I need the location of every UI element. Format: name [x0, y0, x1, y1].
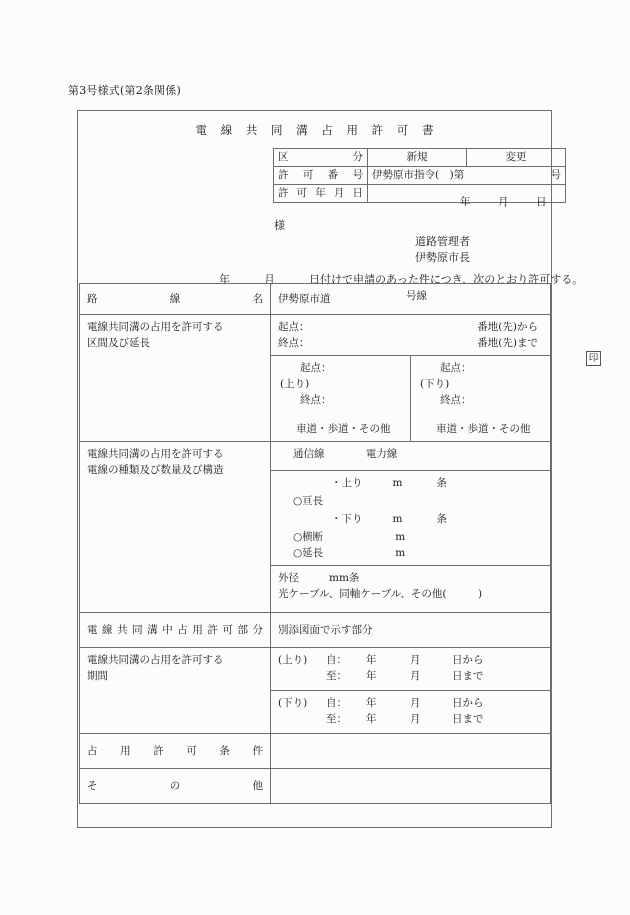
section-extent-label-line2: 区間及び延長 [87, 337, 150, 349]
period-down-cell[interactable] [271, 691, 551, 734]
cable-kind-label-line2: 電線の種類及び数量及び構造 [87, 464, 224, 476]
conditions-value[interactable] [271, 734, 551, 769]
form-outer-frame [77, 110, 599, 828]
route-name-suffix: 号線 [406, 290, 427, 302]
quantity-cross-unit: m [395, 531, 406, 543]
section-down-end: 終点： [440, 394, 472, 406]
permit-number-value: 伊勢原市指令( )第 [372, 169, 465, 181]
permit-header-table [273, 148, 566, 208]
classification-label: 区 分 [274, 149, 368, 167]
addressee-honorific: 様 [274, 219, 285, 232]
section-up-end: 終点： [300, 394, 332, 406]
section-up-direction: (上り) [280, 378, 310, 390]
cable-type-communication[interactable]: 通信線 [293, 448, 325, 460]
period-up-to-label: 至： [326, 670, 347, 682]
outer-diameter-count: 条 [348, 572, 360, 584]
cable-outer-cell[interactable] [271, 566, 551, 613]
period-label-line1: 電線共同溝の占用を許可する [87, 654, 224, 666]
period-down-from-month: 月 [410, 697, 421, 709]
quantity-length-label[interactable]: ○延長 [293, 547, 324, 559]
period-label-line2: 期間 [87, 670, 108, 682]
period-down-to-line [278, 711, 543, 727]
period-up-to-month: 月 [410, 670, 421, 682]
quantity-up-count: 条 [436, 477, 447, 489]
cable-quantity-cell[interactable] [271, 471, 551, 566]
permitted-part-label: 電線共同溝中占用許可部分 [80, 613, 271, 648]
issuer-block [415, 234, 470, 266]
period-up-from-month: 月 [410, 654, 421, 666]
period-up-from-line [278, 652, 543, 668]
section-extent-label-line1: 電線共同溝の占用を許可する [87, 321, 224, 333]
permit-number-label: 許 可 番 号 [274, 167, 368, 185]
section-end-line [278, 335, 543, 351]
quantity-length-unit: m [395, 547, 406, 559]
grant-year: 年 [219, 273, 230, 286]
section-down-cell[interactable] [411, 356, 551, 442]
period-label [80, 648, 271, 734]
section-up-road-types[interactable]: 車道・歩道・その他 [296, 423, 391, 435]
period-up-to-line [278, 668, 543, 684]
quantity-up-line [331, 475, 447, 491]
quantity-down-line [331, 511, 447, 527]
table-row-cable-types [80, 442, 551, 471]
period-up-cell[interactable] [271, 648, 551, 691]
permitted-part-value[interactable]: 別添図面で示す部分 [271, 613, 551, 648]
section-down-direction: (下り) [420, 378, 450, 390]
section-start-tail: 番地(先)から [477, 321, 538, 333]
outer-cable-kinds[interactable]: 光ケーブル、同軸ケーブル、その他( ) [278, 588, 483, 600]
permit-row-date [274, 185, 566, 203]
outer-diameter-label: 外径 [278, 572, 299, 584]
quantity-up-unit: m [392, 477, 403, 489]
quantity-span-label[interactable]: ○亘長 [293, 495, 324, 507]
period-down-to-month: 月 [410, 713, 421, 725]
period-up-to-year: 年 [366, 670, 377, 682]
period-down-from-tail: 日から [452, 697, 484, 709]
period-down-direction: (下り) [278, 697, 308, 709]
route-name-label: 路 線 名 [80, 284, 271, 315]
period-up-from-tail: 日から [452, 654, 484, 666]
permit-date-day: 日 [536, 195, 547, 208]
table-row-permitted-part [80, 613, 551, 648]
conditions-label: 占 用 許 可 条 件 [80, 734, 271, 769]
form-number: 第3号様式(第2条関係) [68, 84, 181, 97]
issuer-name: 伊勢原市長 [415, 251, 470, 264]
table-row-route [80, 284, 551, 315]
quantity-length-line [293, 545, 405, 561]
grant-text: 日付けで申請のあった件につき、次のとおり許可する。 [309, 273, 584, 286]
classification-change[interactable]: 変更 [467, 149, 566, 167]
section-end-label: 終点： [278, 337, 310, 349]
permit-date-label: 許 可 年 月 日 [274, 185, 368, 203]
quantity-cross-label[interactable]: ○横断 [293, 531, 324, 543]
period-up-to-tail: 日まで [452, 670, 484, 682]
period-down-to-year: 年 [366, 713, 377, 725]
cable-type-power[interactable]: 電力線 [365, 448, 398, 460]
quantity-down-count: 条 [436, 513, 447, 525]
route-name-value: 伊勢原市道 [278, 293, 331, 305]
cable-kind-label-line1: 電線共同溝の占用を許可する [87, 448, 224, 460]
table-row-other [80, 769, 551, 804]
period-down-to-tail: 日まで [452, 713, 484, 725]
grant-month: 月 [264, 273, 275, 286]
section-points-cell[interactable] [271, 315, 551, 356]
section-up-cell[interactable] [271, 356, 411, 442]
classification-new[interactable]: 新規 [368, 149, 467, 167]
section-end-tail: 番地(先)まで [477, 337, 538, 349]
cable-kind-label [80, 442, 271, 613]
section-extent-label [80, 315, 271, 442]
permit-number-unit: 号 [550, 169, 561, 181]
permit-row-number [274, 167, 566, 185]
permit-number-value-cell[interactable] [368, 167, 566, 185]
quantity-down-unit: m [392, 513, 403, 525]
outer-diameter-line [278, 570, 543, 586]
section-up-start: 起点： [300, 362, 332, 374]
outer-diameter-unit: mm [329, 572, 349, 584]
seal-stamp-box: 印 [586, 351, 601, 366]
permit-date-value-cell[interactable] [368, 185, 566, 208]
permit-row-classification [274, 149, 566, 167]
other-value[interactable] [271, 769, 551, 804]
cable-types-cell[interactable] [271, 442, 551, 471]
quantity-down-label: ・下り [331, 513, 363, 525]
quantity-cross-line [293, 529, 405, 545]
section-down-road-types[interactable]: 車道・歩道・その他 [436, 423, 531, 435]
main-form-table [79, 283, 551, 804]
section-start-line [278, 319, 543, 335]
period-down-from-year: 年 [366, 697, 377, 709]
period-up-from-year: 年 [366, 654, 377, 666]
section-down-start: 起点： [440, 362, 472, 374]
period-down-from-line [278, 695, 543, 711]
other-label: そ の 他 [80, 769, 271, 804]
permit-date-year: 年 [460, 195, 471, 208]
table-row-conditions [80, 734, 551, 769]
route-name-value-cell[interactable] [271, 284, 551, 315]
period-down-to-label: 至： [326, 713, 347, 725]
permit-date-month: 月 [498, 195, 509, 208]
quantity-up-label: ・上り [331, 477, 363, 489]
period-up-from-label: 自： [326, 654, 347, 666]
section-start-label: 起点： [278, 321, 310, 333]
document-title: 電 線 共 同 溝 占 用 許 可 書 [195, 123, 439, 137]
period-up-direction: (上り) [278, 654, 308, 666]
table-row-period-up [80, 648, 551, 691]
period-down-from-label: 自： [326, 697, 347, 709]
table-row-section [80, 315, 551, 356]
issuer-role: 道路管理者 [415, 235, 470, 248]
